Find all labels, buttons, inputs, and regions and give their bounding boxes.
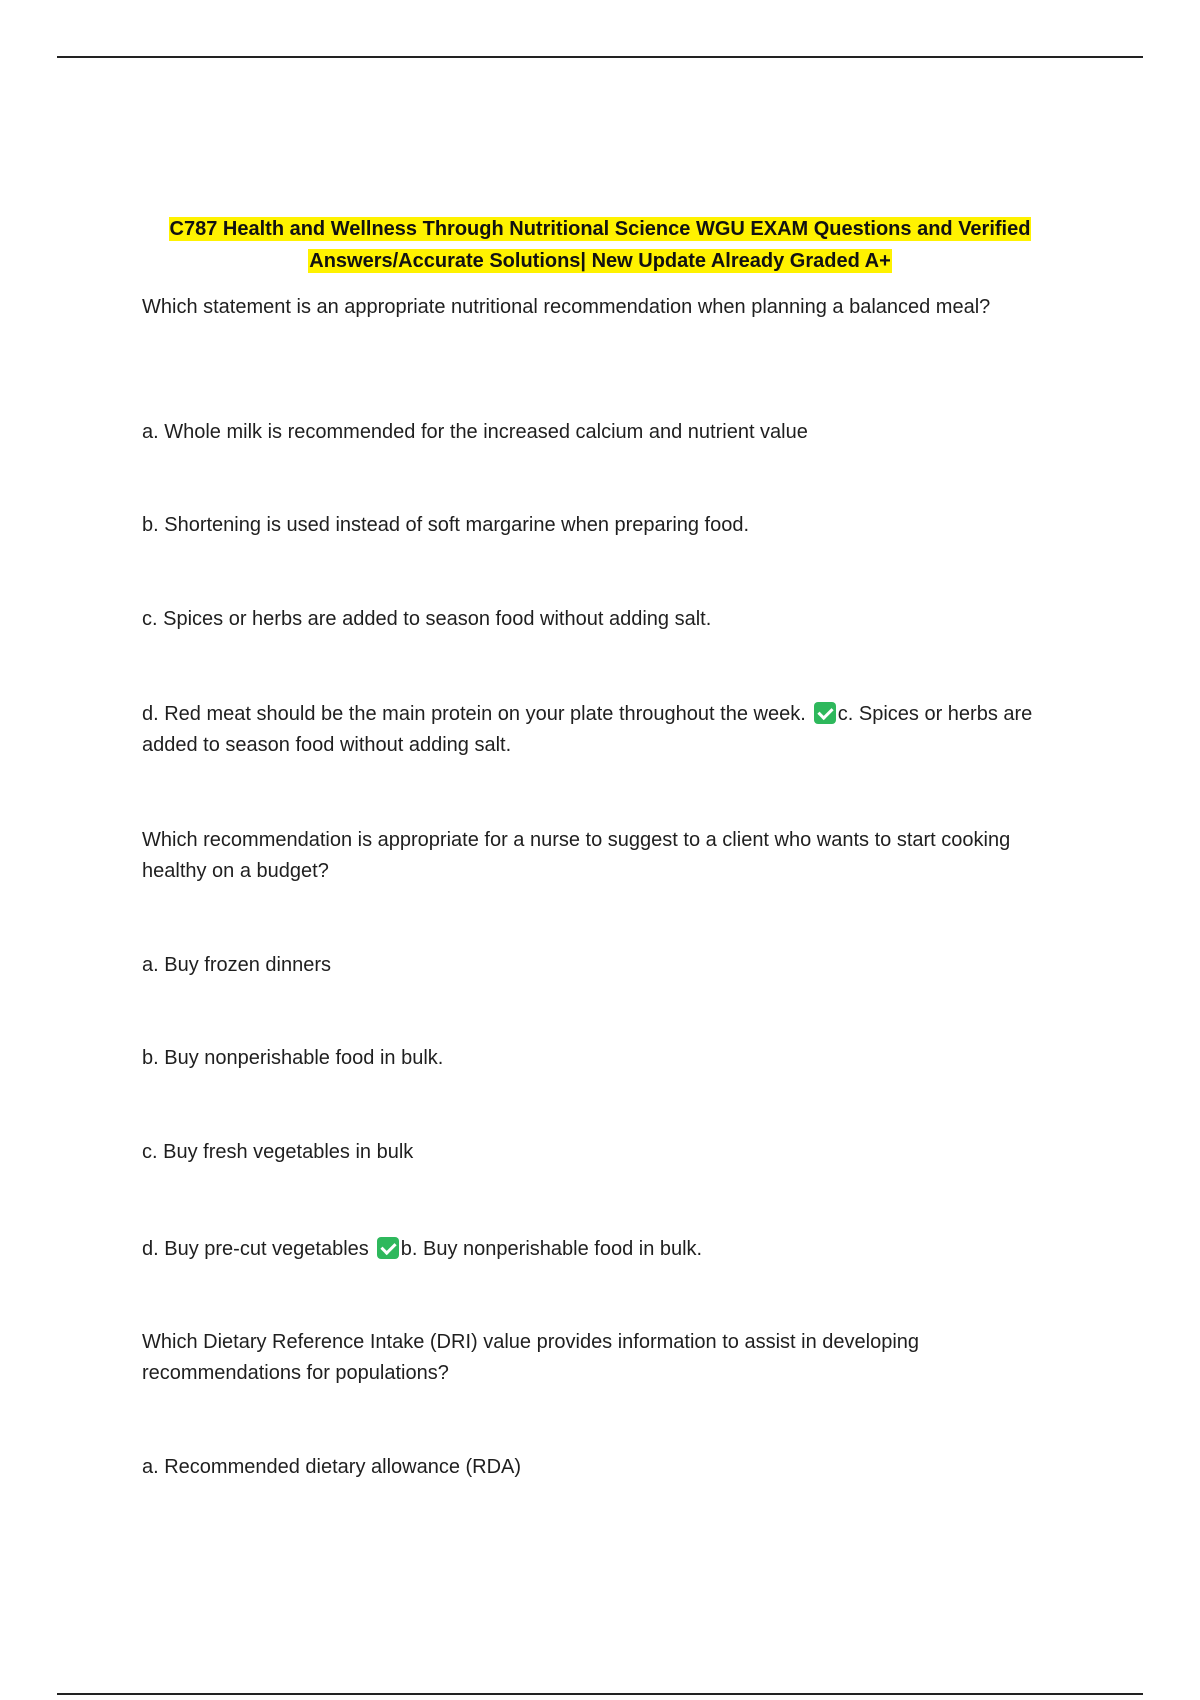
top-divider <box>57 56 1143 58</box>
q1-option-d-with-answer <box>142 699 1042 761</box>
q2-answer: b. Buy nonperishable food in bulk. <box>400 1238 703 1260</box>
q1-answer: c. Spices or herbs are added to season food without adding salt. <box>142 703 1033 756</box>
title-line-1: C787 Health and Wellness Through Nutritional Science WGU EXAM Questions and Verified <box>169 218 1031 240</box>
title-line-2: Answers/Accurate Solutions| New Update Already Graded A+ <box>309 250 891 272</box>
q2-option-a: a. Buy frozen dinners <box>142 954 331 976</box>
bottom-divider <box>57 1693 1143 1695</box>
question-3-text: Which Dietary Reference Intake (DRI) value provides information to assist in developing recommendations for populations? <box>142 1331 920 1384</box>
q1-option-d: d. Red meat should be the main protein on your plate throughout the week. <box>142 703 806 725</box>
q2-option-d-with-answer <box>142 1234 1042 1265</box>
q2-option-b: b. Buy nonperishable food in bulk. <box>142 1047 444 1069</box>
q1-option-b: b. Shortening is used instead of soft margarine when preparing food. <box>142 514 750 536</box>
check-mark-icon <box>814 702 836 724</box>
q1-option-a: a. Whole milk is recommended for the increased calcium and nutrient value <box>142 421 808 443</box>
q3-option-a: a. Recommended dietary allowance (RDA) <box>142 1456 522 1478</box>
question-1-text: Which statement is an appropriate nutritional recommendation when planning a balanced meal? <box>142 296 991 318</box>
question-2-text: Which recommendation is appropriate for a nurse to suggest to a client who wants to start cooking healthy on a budget? <box>142 829 1011 882</box>
document-title <box>150 213 1050 277</box>
q2-option-d: d. Buy pre-cut vegetables <box>142 1238 369 1260</box>
check-mark-icon <box>377 1237 399 1259</box>
q2-option-c: c. Buy fresh vegetables in bulk <box>142 1141 414 1163</box>
q1-option-c: c. Spices or herbs are added to season food without adding salt. <box>142 608 712 630</box>
